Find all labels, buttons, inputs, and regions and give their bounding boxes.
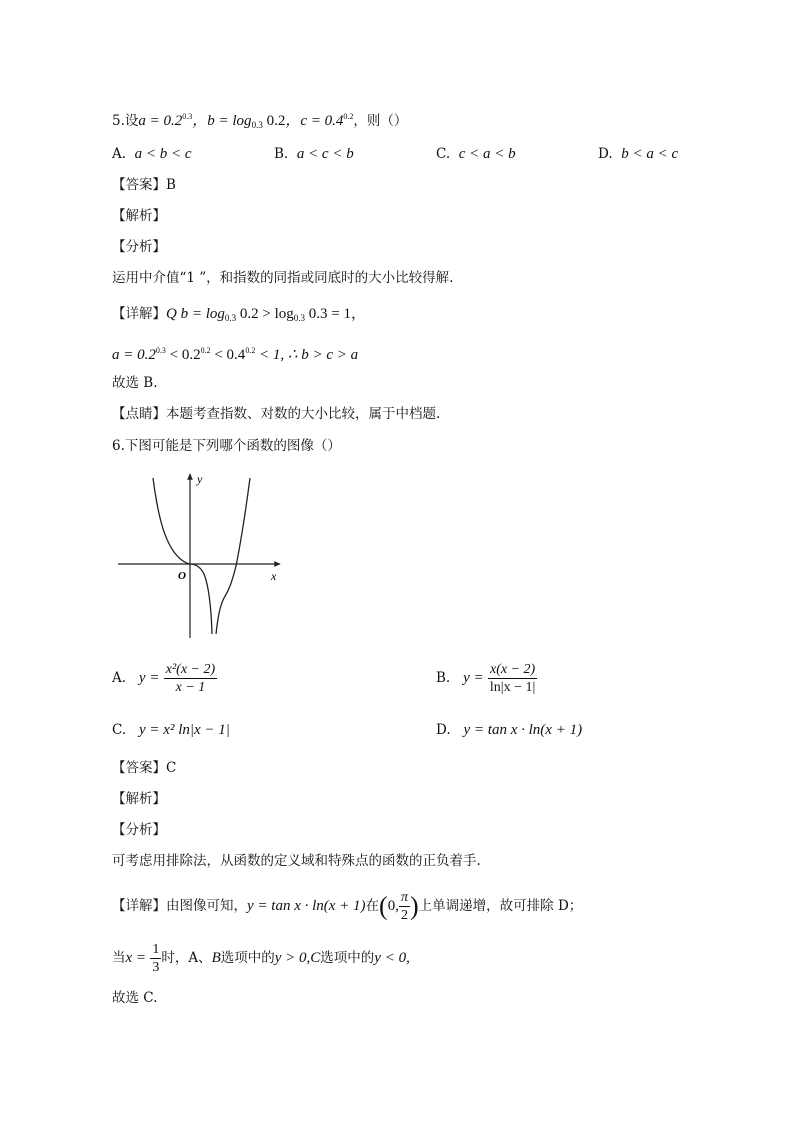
- q5-comment-text: 本题考查指数、对数的大小比较，属于中档题.: [166, 406, 441, 422]
- q5-detail-l2-e1: 0.3: [155, 346, 166, 355]
- q5-fenxi-label: 【分析】: [112, 239, 166, 255]
- q6-function-graph: [112, 466, 302, 646]
- q6-detail-l1-two: 2: [399, 906, 410, 924]
- q5-option-b-expr: a < c < b: [296, 146, 354, 162]
- q6-option-d-letter: D.: [436, 722, 451, 738]
- q5-option-d: [598, 144, 678, 164]
- q5-detail-l1-a: Q b = log: [166, 306, 225, 322]
- q5-option-a-letter: A.: [112, 146, 127, 162]
- q6-detail-line2: [112, 938, 410, 978]
- q6-detail-l1-interval-left: 0,: [387, 898, 399, 914]
- q5-a-def: a = 0.2: [138, 113, 183, 129]
- q5-detail-l1-base2: 0.3: [293, 313, 306, 323]
- q6-option-a: [112, 655, 217, 701]
- q5-answer: [112, 175, 176, 195]
- q5-b-base: 0.3: [251, 120, 263, 130]
- q6-fenxi-label: 【分析】: [112, 822, 166, 838]
- q5-option-d-expr: b < a < c: [621, 146, 679, 162]
- q6-analysis-label: 【解析】: [112, 791, 166, 807]
- q6-detail-l2-C: C: [310, 950, 321, 966]
- q5-detail-l1-b: 0.2 > log: [236, 306, 294, 322]
- q5-detail-l2-e3: 0.2: [245, 346, 256, 355]
- curve-left-branch: [153, 478, 212, 634]
- q5-b-def: ，b = log: [192, 113, 252, 129]
- q6-option-c-expr: y = x² ln|x − 1|: [139, 722, 230, 738]
- q5-option-c: [436, 144, 516, 164]
- q5-option-b: [274, 144, 354, 164]
- q5-detail-l2-a: a = 0.2: [112, 347, 156, 363]
- q5-analysis-label: 【解析】: [112, 208, 166, 224]
- q5-detail-line1: [112, 304, 366, 328]
- q5-c-exp: 0.2: [343, 112, 354, 121]
- q5-option-a-expr: a < b < c: [134, 146, 192, 162]
- q6-option-c: [112, 720, 230, 740]
- pi-over-two-fraction: [399, 889, 410, 924]
- q5-detail-l1-c: 0.3 = 1，: [305, 306, 366, 322]
- q6-detail-l2-b: 时，A、: [161, 950, 212, 966]
- q6-option-a-numerator: x²(x − 2): [165, 662, 216, 677]
- origin-label: O: [178, 570, 186, 582]
- q6-option-a-fraction: [164, 661, 217, 696]
- q6-answer-value: C: [166, 760, 177, 776]
- one-third-fraction: [150, 941, 161, 976]
- q5-option-c-expr: c < a < b: [458, 146, 516, 162]
- q6-detail-label: 【详解】: [112, 898, 166, 914]
- q6-detail-l2-B: B: [211, 950, 221, 966]
- q5-detail-l2-d: < 1, ∴ b > c > a: [255, 347, 359, 363]
- q6-option-b: [436, 655, 537, 701]
- q6-option-a-lhs: y =: [138, 670, 160, 686]
- q5-answer-label: 【答案】: [112, 177, 166, 193]
- q5-option-a: [112, 144, 192, 164]
- q6-option-c-letter: C.: [112, 722, 127, 738]
- q6-detail-l2-y2: y < 0,: [374, 950, 410, 966]
- q6-option-a-denominator: x − 1: [164, 678, 217, 696]
- q6-detail-l2-a: 当: [112, 950, 126, 966]
- q6-detail-l2-y1: y > 0,: [274, 950, 311, 966]
- q6-answer-label: 【答案】: [112, 760, 166, 776]
- q5-comment: [112, 404, 440, 424]
- curve-right-branch: [216, 478, 250, 634]
- q5-option-b-letter: B.: [274, 146, 289, 162]
- q6-option-b-lhs: y =: [463, 670, 484, 686]
- q5-answer-value: B: [166, 177, 176, 193]
- q5-stem-suffix: ，则（）: [353, 113, 408, 129]
- q6-detail-l1-b: 在: [365, 898, 380, 914]
- q6-stem: 6.下图可能是下列哪个函数的图像（）: [112, 438, 341, 454]
- q6-option-b-numerator: x(x − 2): [490, 662, 536, 677]
- q6-conclusion: 故选 C.: [112, 990, 158, 1006]
- axis-label-y: y: [197, 472, 203, 486]
- q5-detail-line2: [112, 341, 358, 365]
- q6-detail-l2-c: 选项中的: [220, 950, 275, 966]
- q5-detail-l2-c: < 0.4: [210, 347, 246, 363]
- q6-detail-l2-d: 选项中的: [320, 950, 375, 966]
- q5-option-c-letter: C.: [436, 146, 451, 162]
- q6-detail-l2-num: 1: [152, 942, 160, 957]
- q6-option-b-fraction: [488, 661, 537, 696]
- q6-option-b-letter: B.: [436, 670, 451, 686]
- q5-comment-label: 【点睛】: [112, 406, 166, 422]
- q6-option-d: [436, 720, 582, 740]
- q5-detail-l2-b: < 0.2: [165, 347, 201, 363]
- q6-option-d-expr: y = tan x · ln(x + 1): [463, 722, 583, 738]
- q5-detail-label: 【详解】: [112, 306, 166, 322]
- q5-conclusion: 故选 B.: [112, 375, 158, 391]
- q5-option-d-letter: D.: [598, 146, 613, 162]
- q6-option-b-denominator: ln|x − 1|: [489, 680, 536, 695]
- q5-c-def: ，c = 0.4: [285, 113, 344, 129]
- q6-option-a-letter: A.: [112, 670, 127, 686]
- q6-detail-l1-a: 由图像可知，: [166, 898, 247, 914]
- q5-fenxi-text: 运用中介值“1 ”，和指数的同指或同底时的大小比较得解.: [112, 270, 454, 286]
- q6-detail-l2-den: 3: [152, 960, 160, 975]
- q6-answer: [112, 758, 176, 778]
- q6-fenxi-text: 可考虑用排除法，从函数的定义域和特殊点的函数的正负着手.: [112, 853, 481, 869]
- q6-detail-l1-expr: y = tan x · ln(x + 1): [247, 898, 366, 914]
- q5-b-arg: 0.2: [262, 113, 286, 129]
- q6-detail-l2-x: x =: [125, 950, 147, 966]
- q5-detail-l2-e2: 0.2: [200, 346, 211, 355]
- q6-detail-line1: [112, 886, 582, 926]
- q5-detail-l1-base1: 0.3: [224, 313, 237, 323]
- q5-stem: [112, 107, 407, 135]
- interval-right-paren: ): [409, 891, 419, 921]
- q6-detail-l1-c: 上单调递增，故可排除 D；: [418, 898, 583, 914]
- q5-a-exp: 0.3: [182, 112, 193, 121]
- q6-detail-l1-pi: π: [400, 890, 408, 905]
- interval-left-paren: (: [379, 891, 388, 921]
- axis-label-x: x: [271, 569, 277, 583]
- q5-stem-prefix: 5.设: [112, 113, 139, 129]
